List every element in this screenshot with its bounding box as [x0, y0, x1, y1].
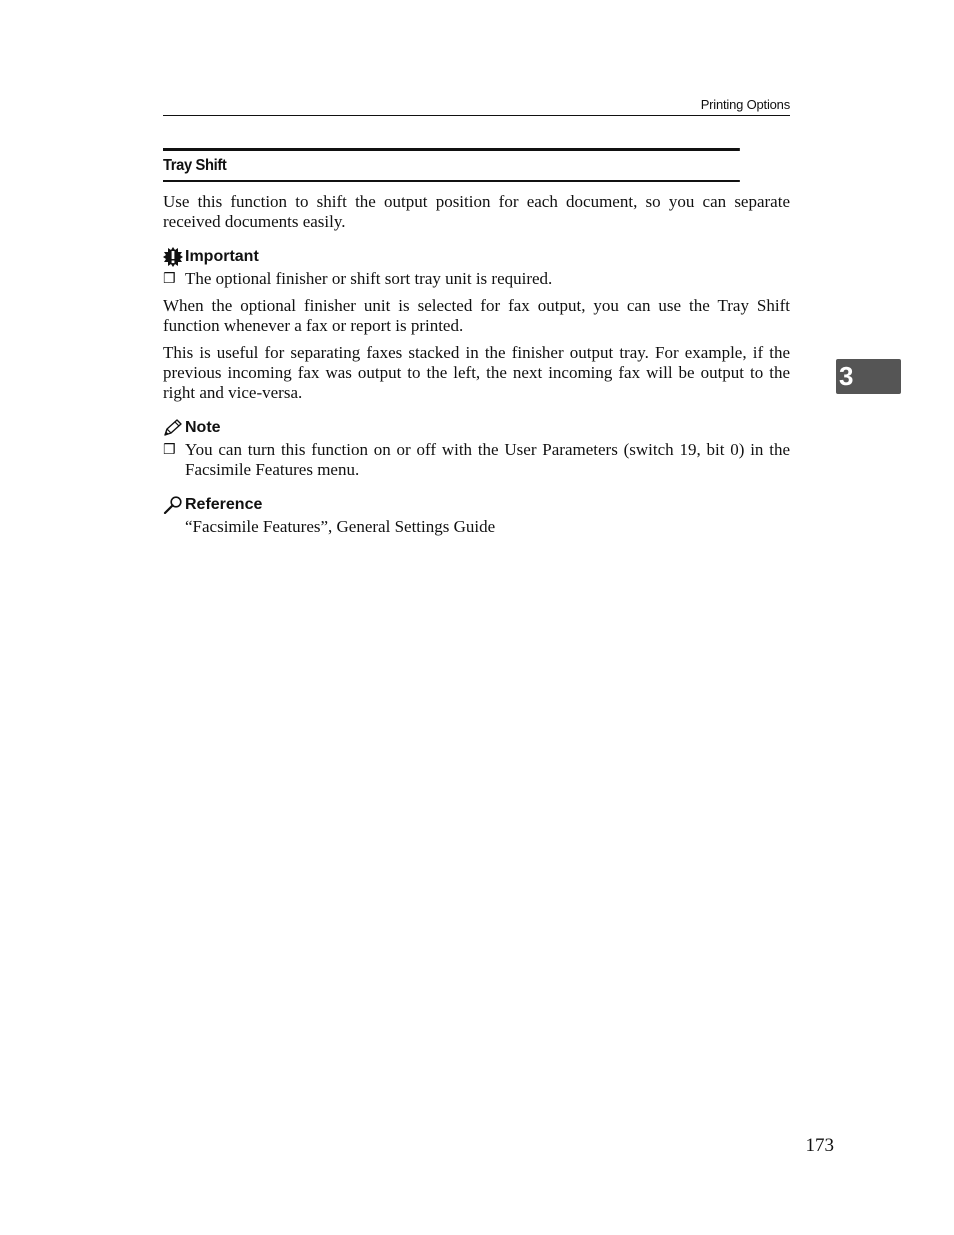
reference-label [163, 495, 790, 515]
checkbox-bullet-icon: ❒ [163, 271, 176, 287]
intro-paragraph: Use this function to shift the output position for each document, so you can separate received documents easily. [163, 192, 790, 231]
running-header [163, 96, 790, 116]
page-number: 173 [805, 1135, 834, 1156]
important-item-text: The optional finisher or shift sort tray unit is required. [185, 269, 553, 288]
section-heading [163, 148, 740, 182]
important-label [163, 247, 790, 267]
page-content [163, 192, 790, 537]
note-item [163, 440, 790, 480]
pencil-icon [163, 419, 185, 437]
important-item [163, 269, 790, 289]
note-label-text: Note [185, 419, 221, 436]
magnifier-icon [163, 496, 185, 514]
important-label-text: Important [185, 248, 259, 265]
note-item-text: You can turn this function on or off with the User Parameters (switch 19, bit 0) in the Facsimile Features menu. [185, 440, 790, 479]
reference-label-text: Reference [185, 496, 263, 513]
important-icon [163, 247, 185, 267]
running-header-title: Printing Options [700, 97, 790, 112]
body-paragraph: When the optional finisher unit is selected for fax output, you can use the Tray Shift function whenever a fax or report is printed. [163, 296, 790, 335]
section-title: Tray Shift [163, 157, 227, 174]
note-label [163, 418, 790, 438]
body-paragraph: This is useful for separating faxes stacked in the finisher output tray. For example, if the previous incoming fax was output to the left, the next incoming fax will be output to the right and vice-versa. [163, 343, 790, 402]
chapter-number: 3 [839, 361, 854, 391]
checkbox-bullet-icon: ❒ [163, 442, 176, 458]
chapter-tab [836, 359, 901, 394]
reference-text: “Facsimile Features”, General Settings Guide [185, 517, 496, 536]
